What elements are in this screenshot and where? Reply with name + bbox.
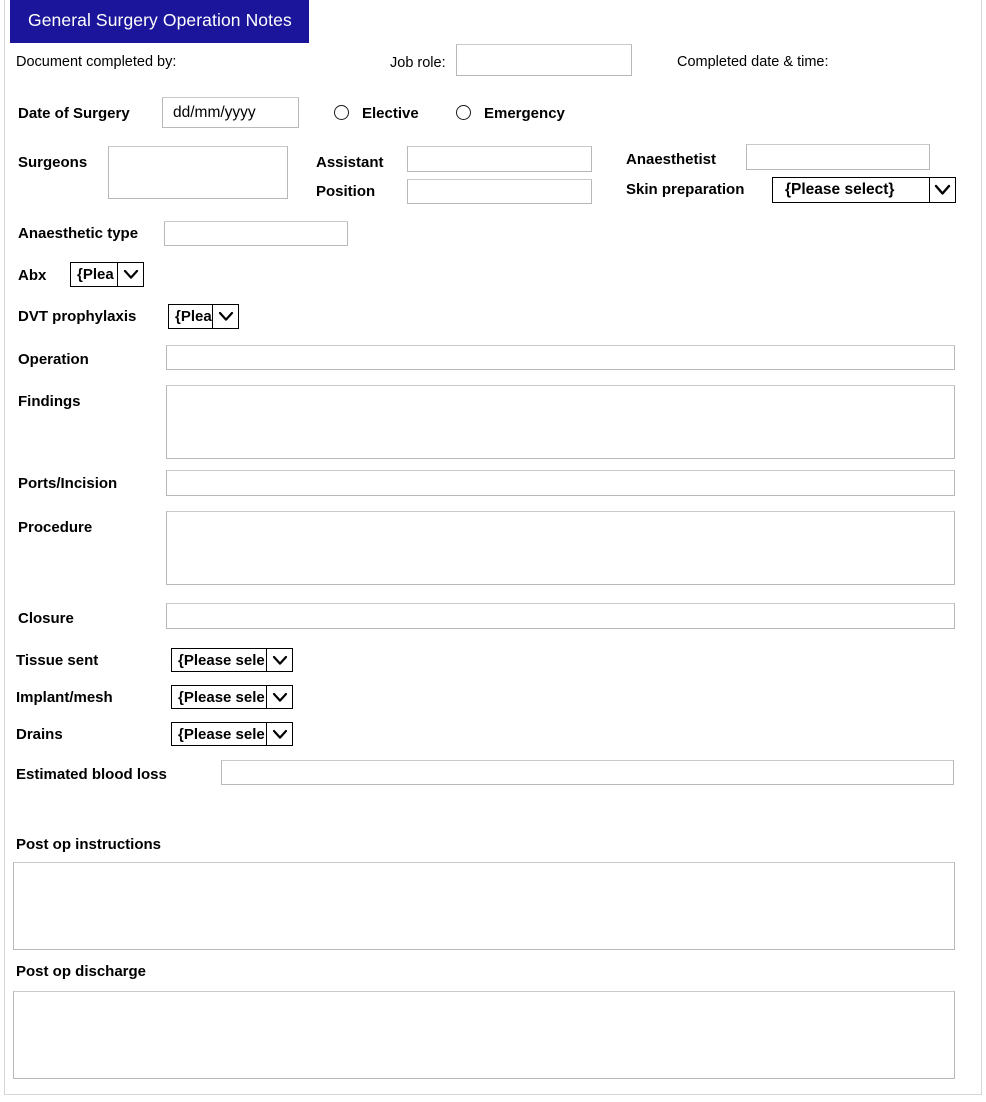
closure-input[interactable] <box>166 603 955 629</box>
dvt-prophylaxis-select[interactable] <box>168 304 239 329</box>
operation-label: Operation <box>18 351 89 368</box>
date-of-surgery-input[interactable] <box>162 97 299 128</box>
chevron-down-icon <box>266 649 292 671</box>
elective-label[interactable]: Elective <box>362 105 419 122</box>
procedure-label: Procedure <box>18 519 93 536</box>
abx-select-value: {Plea <box>77 266 114 283</box>
ports-incision-label: Ports/Incision <box>18 475 118 492</box>
page-header-banner <box>10 0 309 43</box>
skin-preparation-select[interactable] <box>772 177 956 203</box>
assistant-label: Assistant <box>316 154 384 171</box>
chevron-down-icon <box>266 723 292 745</box>
anaesthetist-input[interactable] <box>746 144 930 170</box>
assistant-input[interactable] <box>407 146 592 172</box>
surgeons-label: Surgeons <box>18 154 88 171</box>
job-role-label: Job role: <box>390 55 446 71</box>
skin-preparation-label: Skin preparation <box>626 181 745 198</box>
tissue-sent-label: Tissue sent <box>16 652 99 669</box>
ports-incision-input[interactable] <box>166 470 955 496</box>
abx-select[interactable] <box>70 262 144 287</box>
chevron-down-icon <box>212 305 238 328</box>
findings-label: Findings <box>18 393 81 410</box>
surgeons-input[interactable] <box>108 146 288 199</box>
completed-datetime-label: Completed date & time: <box>677 54 829 70</box>
findings-input[interactable] <box>166 385 955 459</box>
radio-emergency[interactable] <box>456 105 471 120</box>
implant-mesh-select-value: {Please sele <box>178 688 265 706</box>
procedure-input[interactable] <box>166 511 955 585</box>
drains-label: Drains <box>16 726 63 743</box>
post-op-instructions-input[interactable] <box>13 862 955 950</box>
emergency-label[interactable]: Emergency <box>484 105 565 122</box>
position-input[interactable] <box>407 179 592 204</box>
date-of-surgery-label: Date of Surgery <box>18 105 130 122</box>
radio-elective[interactable] <box>334 105 349 120</box>
anaesthetic-type-input[interactable] <box>164 221 348 246</box>
anaesthetist-label: Anaesthetist <box>626 151 717 168</box>
abx-label: Abx <box>18 267 47 284</box>
chevron-down-icon <box>117 263 143 286</box>
tissue-sent-select-value: {Please sele <box>178 651 265 669</box>
document-completed-by-label: Document completed by: <box>16 54 177 70</box>
position-label: Position <box>316 183 376 200</box>
page-title: General Surgery Operation Notes <box>28 10 292 30</box>
job-role-input[interactable] <box>456 44 632 76</box>
post-op-instructions-label: Post op instructions <box>16 836 162 853</box>
estimated-blood-loss-input[interactable] <box>221 760 954 785</box>
estimated-blood-loss-label: Estimated blood loss <box>16 766 167 783</box>
implant-mesh-select[interactable] <box>171 685 293 709</box>
implant-mesh-label: Implant/mesh <box>16 689 113 706</box>
tissue-sent-select[interactable] <box>171 648 293 672</box>
dvt-prophylaxis-label: DVT prophylaxis <box>18 308 137 325</box>
closure-label: Closure <box>18 610 74 627</box>
post-op-discharge-label: Post op discharge <box>16 963 147 980</box>
drains-select[interactable] <box>171 722 293 746</box>
anaesthetic-type-label: Anaesthetic type <box>18 225 139 242</box>
skin-preparation-select-value: {Please select} <box>785 181 895 198</box>
drains-select-value: {Please sele <box>178 725 265 743</box>
chevron-down-icon <box>929 178 955 202</box>
chevron-down-icon <box>266 686 292 708</box>
post-op-discharge-input[interactable] <box>13 991 955 1079</box>
dvt-prophylaxis-select-value: {Plea <box>175 308 212 325</box>
operation-input[interactable] <box>166 345 955 370</box>
